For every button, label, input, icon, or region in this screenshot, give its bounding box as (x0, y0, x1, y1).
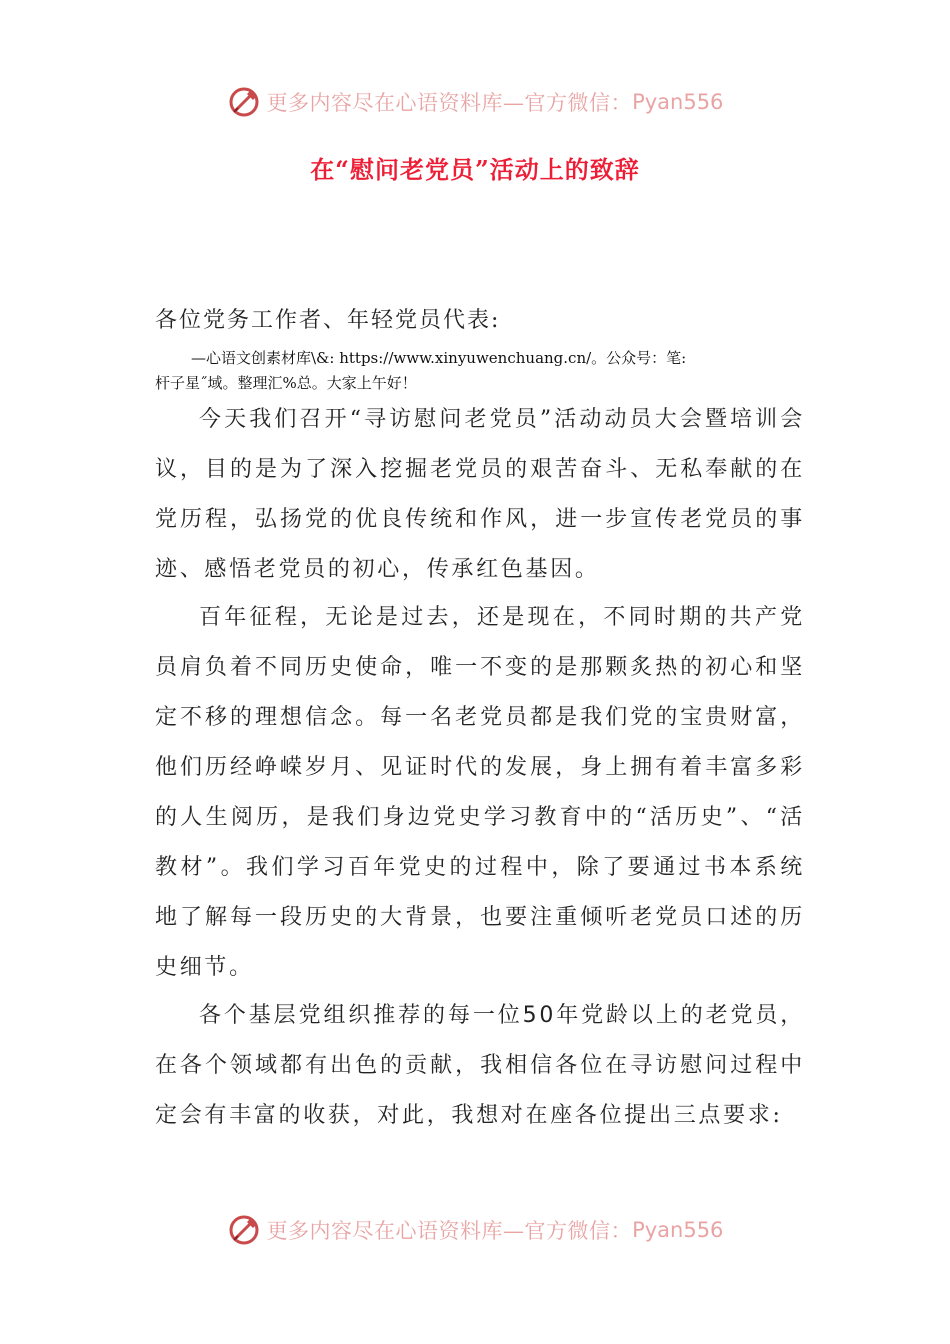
inserted-line-1: —心语文创素材库\&: https://www.xinyuwenchuang.cn/。公众号：笔: (191, 349, 687, 367)
salutation: 各位党务工作者、年轻党员代表: (155, 308, 501, 333)
paragraph-3 (155, 991, 805, 1141)
pen-circle-logo-icon (227, 85, 261, 119)
paragraph-3-rest: 年党龄以上的老党员，在各个领域都有出色的贡献，我相信各位在寻访慰问过程中定会有丰富的收获，对此，我想对在座各位提出三点要求: (155, 1003, 805, 1128)
watermark-text: 更多内容尽在心语资料库—官方微信： (266, 1219, 633, 1243)
footer-watermark (0, 1210, 950, 1250)
party-years-number: 50 (522, 1003, 557, 1028)
watermark-handle: Pyan556 (632, 90, 724, 114)
inserted-source-note (155, 346, 815, 396)
watermark-handle: Pyan556 (632, 1218, 724, 1242)
inserted-line-2: 杆子星˝域。整理汇%总。大家上午好！ (155, 374, 417, 392)
paragraph-1: 今天我们召开“寻访慰问老党员”活动动员大会暨培训会议，目的是为了深入挖掘老党员的艰苦奋斗、无私奉献的在党历程，弘扬党的优良传统和作风，进一步宣传老党员的事迹、感悟老党员的初心，传承红色基因。 (155, 407, 805, 582)
paragraph-3-lead: 各个基层党组织推荐的每一位 (199, 1003, 523, 1028)
paragraph-2: 百年征程，无论是过去，还是现在，不同时期的共产党员肩负着不同历史使命，唯一不变的是那颗炙热的初心和坚定不移的理想信念。每一名老党员都是我们党的宝贵财富，他们历经峥嵘岁月、见证时代的发展，身上拥有着丰富多彩的人生阅历，是我们身边党史学习教育中的“活历史”、“活教材”。我们学习百年党史的过程中，除了要通过书本系统地了解每一段历史的大背景，也要注重倾听老党员口述的历史细节。 (155, 605, 805, 980)
pen-circle-logo-icon (227, 1213, 261, 1247)
header-watermark (0, 82, 950, 122)
document-title: 在“慰问老党员”活动上的致辞 (310, 155, 640, 184)
watermark-text: 更多内容尽在心语资料库—官方微信： (266, 91, 633, 115)
